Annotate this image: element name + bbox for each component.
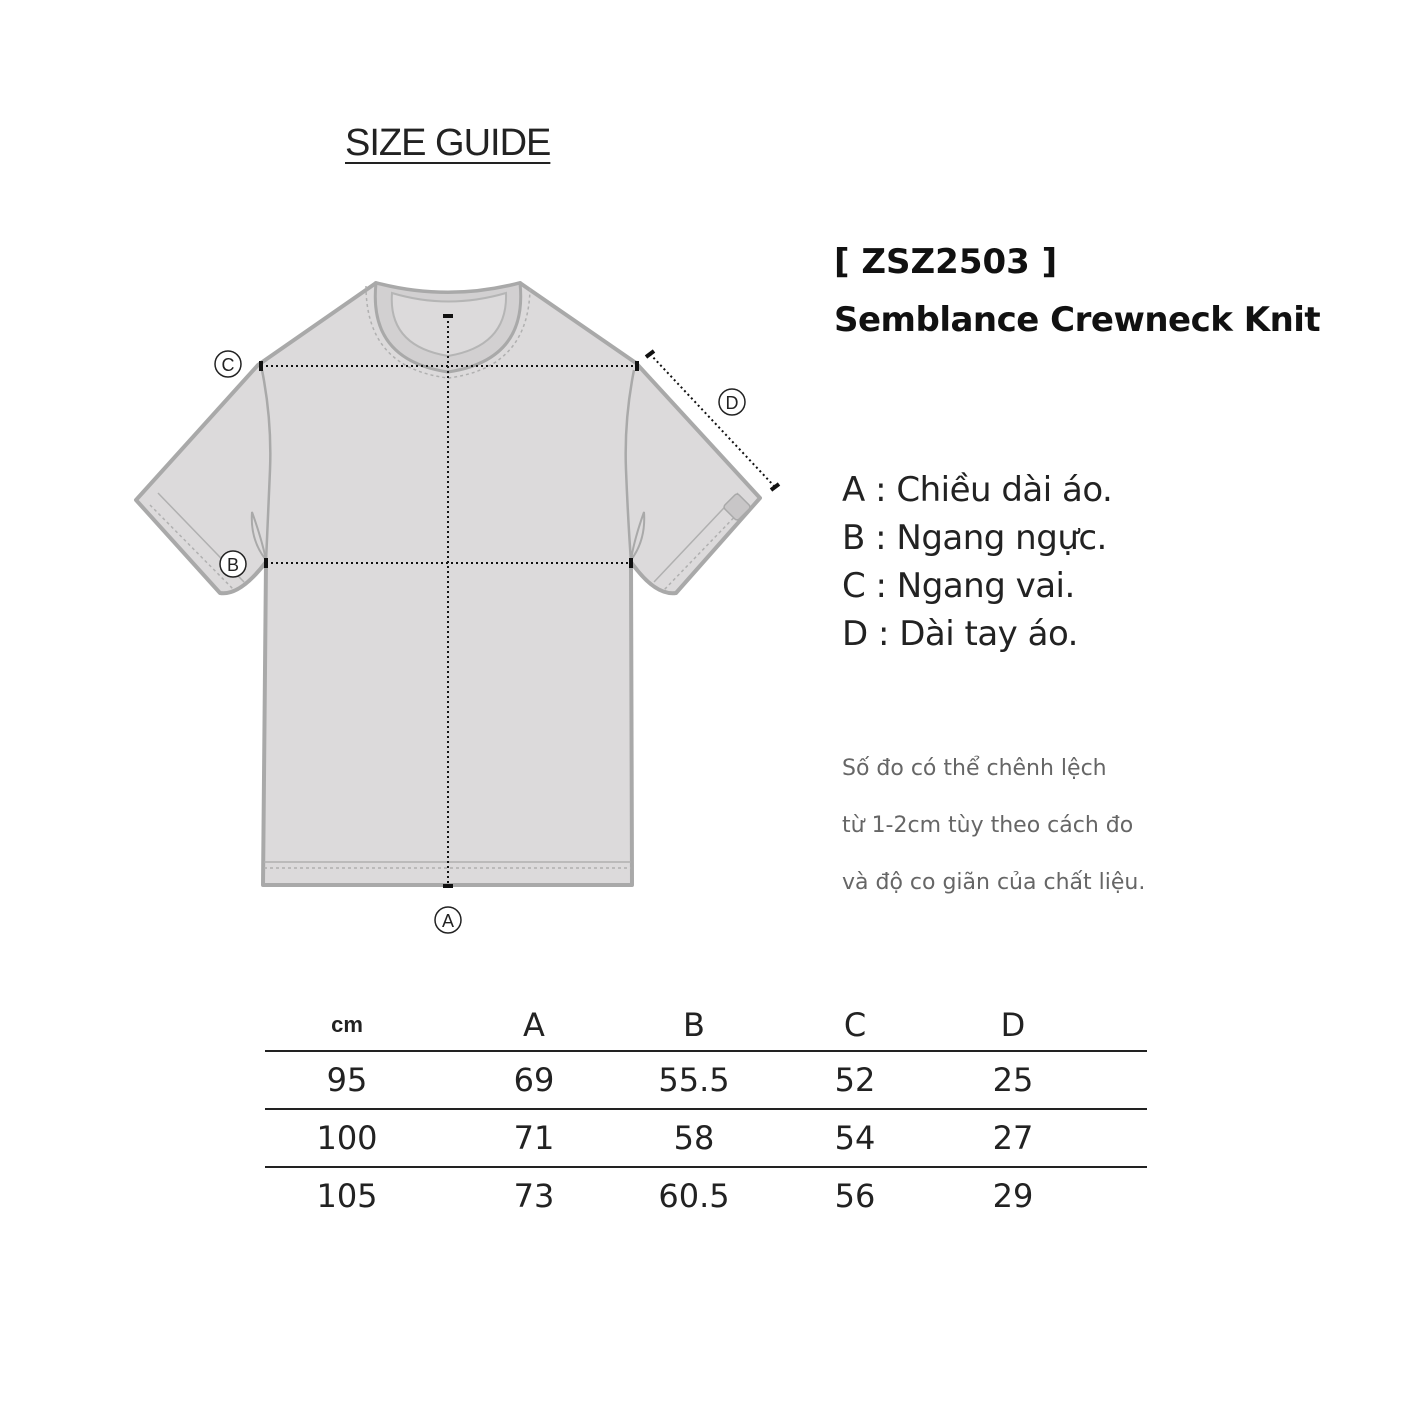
legend-item-d: D : Dài tay áo.	[842, 614, 1078, 654]
value-cell-b: 58	[639, 1109, 749, 1167]
legend-item-b: B : Ngang ngực.	[842, 518, 1107, 558]
note-line: Số đo có thể chênh lệch	[842, 756, 1107, 781]
size-table	[265, 1000, 1147, 1224]
column-header-unit: cm	[265, 1000, 429, 1051]
column-header-a: A	[429, 1000, 639, 1051]
size-cell: 105	[316, 1177, 378, 1215]
value-cell-d: 25	[961, 1051, 1065, 1109]
value-cell-a: 69	[429, 1051, 639, 1109]
value-cell-c: 56	[834, 1177, 876, 1215]
marker-d	[719, 389, 745, 415]
column-header-b: B	[639, 1000, 749, 1051]
table-row	[265, 1051, 1147, 1109]
value-cell-b: 60.5	[658, 1177, 730, 1215]
note-line: và độ co giãn của chất liệu.	[842, 870, 1146, 895]
size-cell: 95	[265, 1051, 429, 1109]
value-cell-d: 27	[961, 1109, 1065, 1167]
note-line: từ 1-2cm tùy theo cách đo	[842, 813, 1134, 838]
column-header-c: C	[749, 1000, 961, 1051]
svg-text:D: D	[725, 393, 739, 413]
marker-a	[435, 907, 461, 933]
value-cell-b: 55.5	[639, 1051, 749, 1109]
page-title: SIZE GUIDE	[345, 122, 551, 164]
legend-item-a: A : Chiều dài áo.	[842, 470, 1113, 510]
product-name: Semblance Crewneck Knit	[834, 300, 1321, 340]
value-cell-a: 71	[429, 1109, 639, 1167]
table-row	[265, 1167, 1147, 1224]
legend-item-c: C : Ngang vai.	[842, 566, 1075, 606]
table-header-row	[265, 1000, 1147, 1051]
marker-b	[220, 551, 246, 577]
marker-c	[215, 351, 241, 377]
measurement-note	[842, 740, 1145, 911]
value-cell-c: 54	[749, 1109, 961, 1167]
svg-text:A: A	[441, 911, 455, 931]
value-cell-c: 52	[749, 1051, 961, 1109]
svg-text:B: B	[226, 555, 240, 575]
value-cell-a: 73	[513, 1177, 555, 1215]
size-cell: 100	[265, 1109, 429, 1167]
table-row	[265, 1109, 1147, 1167]
product-code: [ ZSZ2503 ]	[834, 242, 1058, 282]
measurement-legend	[842, 466, 1112, 658]
svg-text:C: C	[221, 355, 235, 375]
column-header-d: D	[961, 1000, 1065, 1051]
value-cell-d: 29	[992, 1177, 1034, 1215]
